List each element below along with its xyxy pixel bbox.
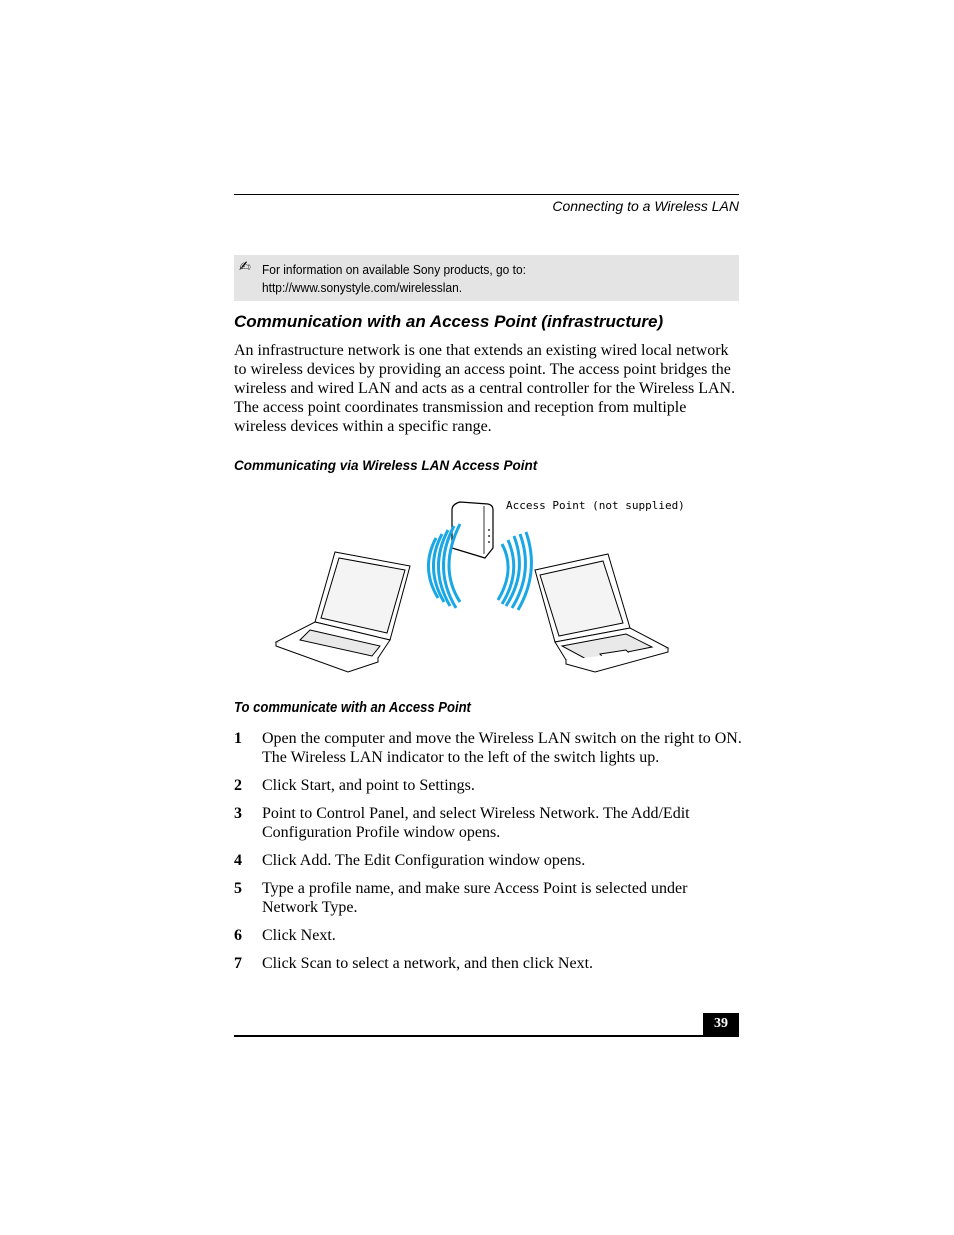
figure-caption: Communicating via Wireless LAN Access Point: [234, 458, 538, 473]
step-number: 4: [234, 852, 242, 869]
note-line-1: For information on available Sony products, go to:: [262, 262, 526, 277]
note-text: [262, 261, 526, 297]
access-point-label: Access Point (not supplied): [506, 499, 685, 512]
right-laptop-icon: [535, 554, 668, 672]
step-text: Point to Control Panel, and select Wireless Network. The Add/Edit Configuration Profile window opens.: [262, 805, 690, 841]
note-link[interactable]: http://www.sonystyle.com/wirelesslan.: [262, 280, 463, 295]
step-text: Type a profile name, and make sure Access Point is selected under Network Type.: [262, 880, 688, 916]
left-signal-waves-icon: [428, 524, 460, 608]
header-rule: [234, 194, 739, 195]
step-number: 1: [234, 730, 242, 747]
step-text: Click Next.: [262, 927, 336, 944]
list-item: [234, 954, 744, 973]
step-number: 6: [234, 927, 242, 944]
running-header: Connecting to a Wireless LAN: [552, 198, 739, 214]
note-box: [234, 255, 739, 301]
list-item: [234, 926, 744, 945]
list-item: [234, 851, 744, 870]
list-item: [234, 879, 744, 917]
step-number: 7: [234, 955, 242, 972]
step-text: Click Add. The Edit Configuration window opens.: [262, 852, 586, 869]
step-text: Click Start, and point to Settings.: [262, 777, 475, 794]
pencil-note-icon: ✍: [239, 259, 251, 275]
list-item: [234, 804, 744, 842]
left-laptop-icon: [276, 552, 410, 672]
step-number: 5: [234, 880, 242, 897]
right-signal-waves-icon: [498, 532, 531, 610]
footer-rule: [234, 1035, 739, 1037]
list-item: [234, 776, 744, 795]
section-title: Communication with an Access Point (infrastructure): [234, 312, 664, 331]
wireless-lan-figure: [270, 490, 690, 680]
step-number: 2: [234, 777, 242, 794]
list-item: [234, 729, 744, 767]
step-text: Click Scan to select a network, and then click Next.: [262, 955, 594, 972]
body-paragraph: An infrastructure network is one that extends an existing wired local network to wireless devices by providing an access point. The access point bridges the wireless and wired LAN and acts as a central controller for the Wireless LAN. The access point coordinates transmission and reception from multiple wireless devices within a specific range.: [234, 342, 736, 435]
procedure-title: To communicate with an Access Point: [234, 700, 471, 716]
procedure-steps: [234, 729, 744, 982]
step-text: Open the computer and move the Wireless LAN switch on the right to ON. The Wireless LAN indicator to the left of the switch lights up.: [262, 730, 742, 766]
page-number: 39: [703, 1013, 739, 1037]
step-number: 3: [234, 805, 242, 822]
